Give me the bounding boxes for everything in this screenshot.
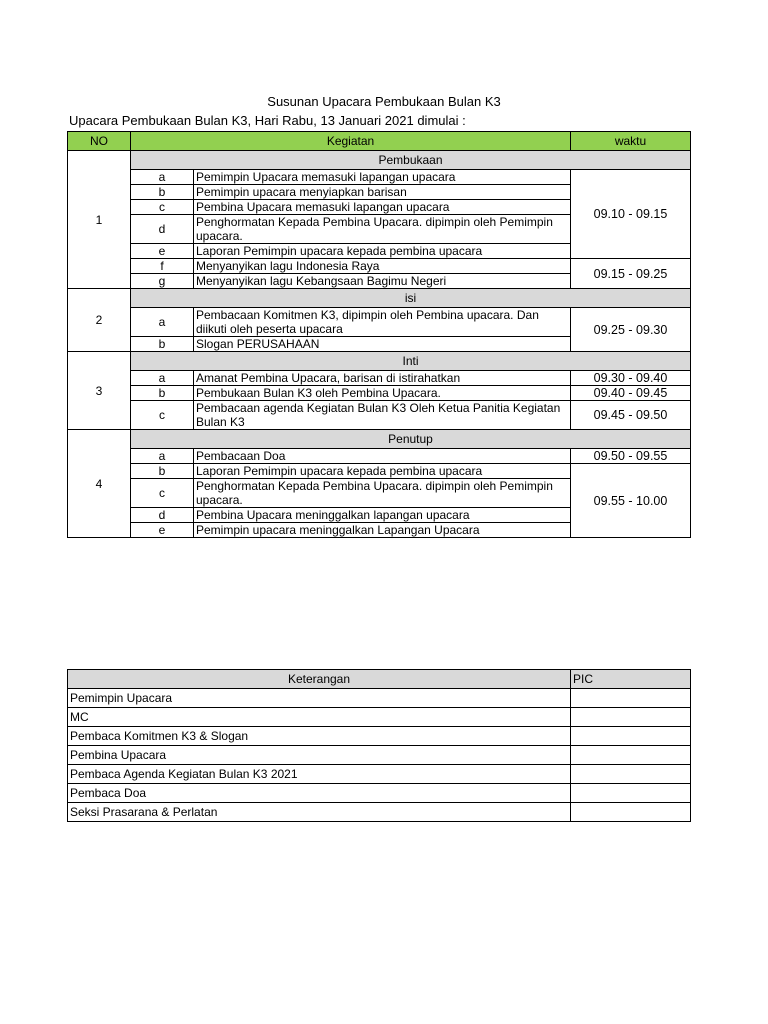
activity-text: Menyanyikan lagu Indonesia Raya — [194, 259, 571, 274]
activity-time: 09.55 - 10.00 — [571, 464, 691, 538]
activity-row — [68, 308, 691, 337]
activity-time: 09.10 - 09.15 — [571, 170, 691, 259]
activity-letter: c — [131, 200, 194, 215]
activity-text: Pembina Upacara memasuki lapangan upacara — [194, 200, 571, 215]
pic-role: Pemimpin Upacara — [68, 689, 571, 708]
header-kegiatan: Kegiatan — [131, 132, 571, 151]
activity-letter: g — [131, 274, 194, 289]
pic-row — [68, 708, 691, 727]
pic-header-row — [68, 670, 691, 689]
pic-person — [571, 746, 691, 765]
activity-letter: a — [131, 371, 194, 386]
pic-person — [571, 784, 691, 803]
activity-text: Pembacaan Doa — [194, 449, 571, 464]
activity-text: Laporan Pemimpin upacara kepada pembina upacara — [194, 244, 571, 259]
activity-letter: a — [131, 449, 194, 464]
activity-text: Pembukaan Bulan K3 oleh Pembina Upacara. — [194, 386, 571, 401]
activity-time: 09.45 - 09.50 — [571, 401, 691, 430]
pic-person — [571, 689, 691, 708]
activity-row — [68, 449, 691, 464]
activity-letter: c — [131, 401, 194, 430]
section-header-row — [68, 430, 691, 449]
activity-row — [68, 386, 691, 401]
activity-time: 09.15 - 09.25 — [571, 259, 691, 289]
activity-letter: b — [131, 337, 194, 352]
activity-text: Pemimpin upacara menyiapkan barisan — [194, 185, 571, 200]
section-name: isi — [131, 289, 691, 308]
activity-text: Pembacaan Komitmen K3, dipimpin oleh Pembina upacara. Dan diikuti oleh peserta upacara — [194, 308, 571, 337]
pic-row — [68, 765, 691, 784]
activity-letter: c — [131, 479, 194, 508]
pic-person — [571, 708, 691, 727]
activity-row — [68, 401, 691, 430]
schedule-body — [68, 151, 691, 538]
activity-letter: e — [131, 244, 194, 259]
pic-body — [68, 689, 691, 822]
pic-person — [571, 803, 691, 822]
header-no: NO — [68, 132, 131, 151]
activity-text: Pembacaan agenda Kegiatan Bulan K3 Oleh Ketua Panitia Kegiatan Bulan K3 — [194, 401, 571, 430]
activity-text: Penghormatan Kepada Pembina Upacara. dipimpin oleh Pemimpin upacara. — [194, 215, 571, 244]
activity-text: Amanat Pembina Upacara, barisan di istirahatkan — [194, 371, 571, 386]
activity-text: Pemimpin upacara meninggalkan Lapangan Upacara — [194, 523, 571, 538]
section-name: Pembukaan — [131, 151, 691, 170]
section-number: 3 — [68, 352, 131, 430]
activity-letter: a — [131, 170, 194, 185]
activity-row — [68, 259, 691, 274]
header-pic: PIC — [571, 670, 691, 689]
schedule-table — [67, 131, 691, 538]
section-header-row — [68, 151, 691, 170]
schedule-header-row — [68, 132, 691, 151]
section-number: 4 — [68, 430, 131, 538]
header-waktu: waktu — [571, 132, 691, 151]
pic-table — [67, 669, 691, 822]
activity-time: 09.30 - 09.40 — [571, 371, 691, 386]
activity-letter: b — [131, 185, 194, 200]
activity-time: 09.50 - 09.55 — [571, 449, 691, 464]
activity-letter: f — [131, 259, 194, 274]
pic-row — [68, 746, 691, 765]
activity-text: Menyanyikan lagu Kebangsaan Bagimu Negeri — [194, 274, 571, 289]
section-number: 2 — [68, 289, 131, 352]
pic-person — [571, 765, 691, 784]
section-name: Inti — [131, 352, 691, 371]
activity-text: Slogan PERUSAHAAN — [194, 337, 571, 352]
pic-row — [68, 784, 691, 803]
activity-letter: e — [131, 523, 194, 538]
pic-role: Seksi Prasarana & Perlatan — [68, 803, 571, 822]
page-title: Susunan Upacara Pembukaan Bulan K3 — [267, 94, 501, 109]
section-number: 1 — [68, 151, 131, 289]
pic-row — [68, 689, 691, 708]
activity-time: 09.40 - 09.45 — [571, 386, 691, 401]
activity-text: Laporan Pemimpin upacara kepada pembina upacara — [194, 464, 571, 479]
header-keterangan: Keterangan — [68, 670, 571, 689]
pic-role: MC — [68, 708, 571, 727]
activity-row — [68, 464, 691, 479]
activity-row — [68, 170, 691, 185]
activity-text: Penghormatan Kepada Pembina Upacara. dipimpin oleh Pemimpin upacara. — [194, 479, 571, 508]
pic-role: Pembaca Komitmen K3 & Slogan — [68, 727, 571, 746]
activity-letter: d — [131, 215, 194, 244]
activity-letter: d — [131, 508, 194, 523]
activity-letter: a — [131, 308, 194, 337]
pic-row — [68, 727, 691, 746]
activity-letter: b — [131, 464, 194, 479]
activity-text: Pembina Upacara meninggalkan lapangan upacara — [194, 508, 571, 523]
schedule-subtitle: Upacara Pembukaan Bulan K3, Hari Rabu, 13 Januari 2021 dimulai : — [69, 113, 466, 128]
pic-role: Pembaca Doa — [68, 784, 571, 803]
pic-role: Pembina Upacara — [68, 746, 571, 765]
section-header-row — [68, 352, 691, 371]
pic-row — [68, 803, 691, 822]
activity-row — [68, 371, 691, 386]
activity-time: 09.25 - 09.30 — [571, 308, 691, 352]
section-header-row — [68, 289, 691, 308]
section-name: Penutup — [131, 430, 691, 449]
pic-person — [571, 727, 691, 746]
pic-role: Pembaca Agenda Kegiatan Bulan K3 2021 — [68, 765, 571, 784]
activity-text: Pemimpin Upacara memasuki lapangan upacara — [194, 170, 571, 185]
activity-letter: b — [131, 386, 194, 401]
